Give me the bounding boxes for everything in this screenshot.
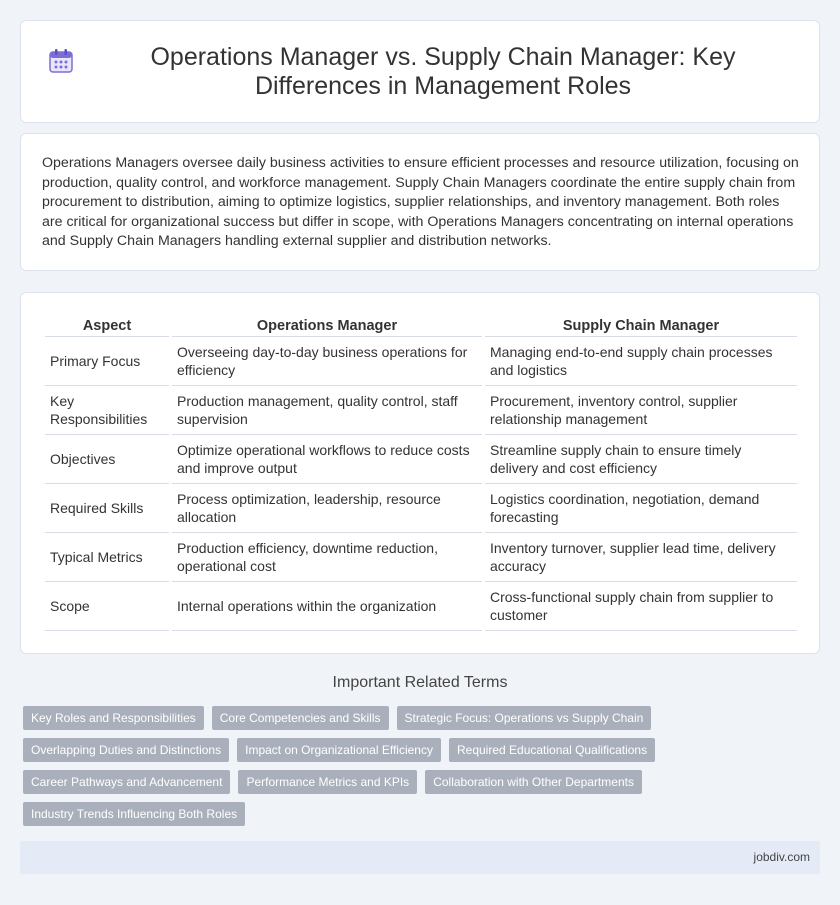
related-term-tag[interactable]: Core Competencies and Skills [212,706,389,730]
aspect-cell: Key Responsibilities [45,386,169,435]
related-term-tag[interactable]: Strategic Focus: Operations vs Supply Chain [397,706,652,730]
related-terms-tags [23,706,723,826]
column-header-aspect: Aspect [45,316,169,337]
operations-cell: Process optimization, leadership, resource allocation [172,484,482,533]
intro-paragraph: Operations Managers oversee daily business activities to ensure efficient processes and resource utilization, focusing on production, quality control, and workforce management. Supply Chain Managers coordinate the entire supply chain from procurement to distribution, aiming to optimize logistics, supplier relationships, and inventory management. Both roles are critical for organizational success but differ in scope, with Operations Managers concentrating on internal operations and Supply Chain Managers handling external supplier and distribution networks. [42,155,799,250]
comparison-card [20,292,820,654]
aspect-cell: Scope [45,582,169,631]
supply-chain-cell: Managing end-to-end supply chain processes and logistics [485,337,797,386]
table-row [45,484,797,533]
table-row [45,533,797,582]
related-terms-heading: Important Related Terms [332,674,508,691]
comparison-table [42,316,800,631]
operations-cell: Production management, quality control, staff supervision [172,386,482,435]
page-title: Operations Manager vs. Supply Chain Manager: Key Differences in Management Roles [150,43,736,100]
column-header-supply-chain-manager: Supply Chain Manager [485,316,797,337]
title-wrap [47,43,799,101]
related-term-tag[interactable]: Performance Metrics and KPIs [238,770,417,794]
table-row [45,337,797,386]
related-term-tag[interactable]: Impact on Organizational Efficiency [237,738,441,762]
table-row [45,582,797,631]
footer-bar [20,841,820,874]
operations-cell: Internal operations within the organization [172,582,482,631]
intro-card [20,133,820,271]
supply-chain-cell: Cross-functional supply chain from supplier to customer [485,582,797,631]
operations-cell: Production efficiency, downtime reduction, operational cost [172,533,482,582]
footer-site-link[interactable]: jobdiv.com [753,850,810,864]
related-term-tag[interactable]: Career Pathways and Advancement [23,770,230,794]
calendar-icon [47,47,75,75]
related-term-tag[interactable]: Required Educational Qualifications [449,738,655,762]
title-card [20,20,820,123]
aspect-cell: Required Skills [45,484,169,533]
column-header-operations-manager: Operations Manager [172,316,482,337]
supply-chain-cell: Procurement, inventory control, supplier relationship management [485,386,797,435]
table-row [45,386,797,435]
supply-chain-cell: Logistics coordination, negotiation, demand forecasting [485,484,797,533]
supply-chain-cell: Streamline supply chain to ensure timely delivery and cost efficiency [485,435,797,484]
related-term-tag[interactable]: Key Roles and Responsibilities [23,706,204,730]
operations-cell: Overseeing day-to-day business operations for efficiency [172,337,482,386]
aspect-cell: Primary Focus [45,337,169,386]
supply-chain-cell: Inventory turnover, supplier lead time, delivery accuracy [485,533,797,582]
table-row [45,435,797,484]
table-header-row [45,316,797,337]
aspect-cell: Objectives [45,435,169,484]
aspect-cell: Typical Metrics [45,533,169,582]
related-term-tag[interactable]: Industry Trends Influencing Both Roles [23,802,245,826]
related-term-tag[interactable]: Collaboration with Other Departments [425,770,642,794]
related-term-tag[interactable]: Overlapping Duties and Distinctions [23,738,229,762]
operations-cell: Optimize operational workflows to reduce costs and improve output [172,435,482,484]
